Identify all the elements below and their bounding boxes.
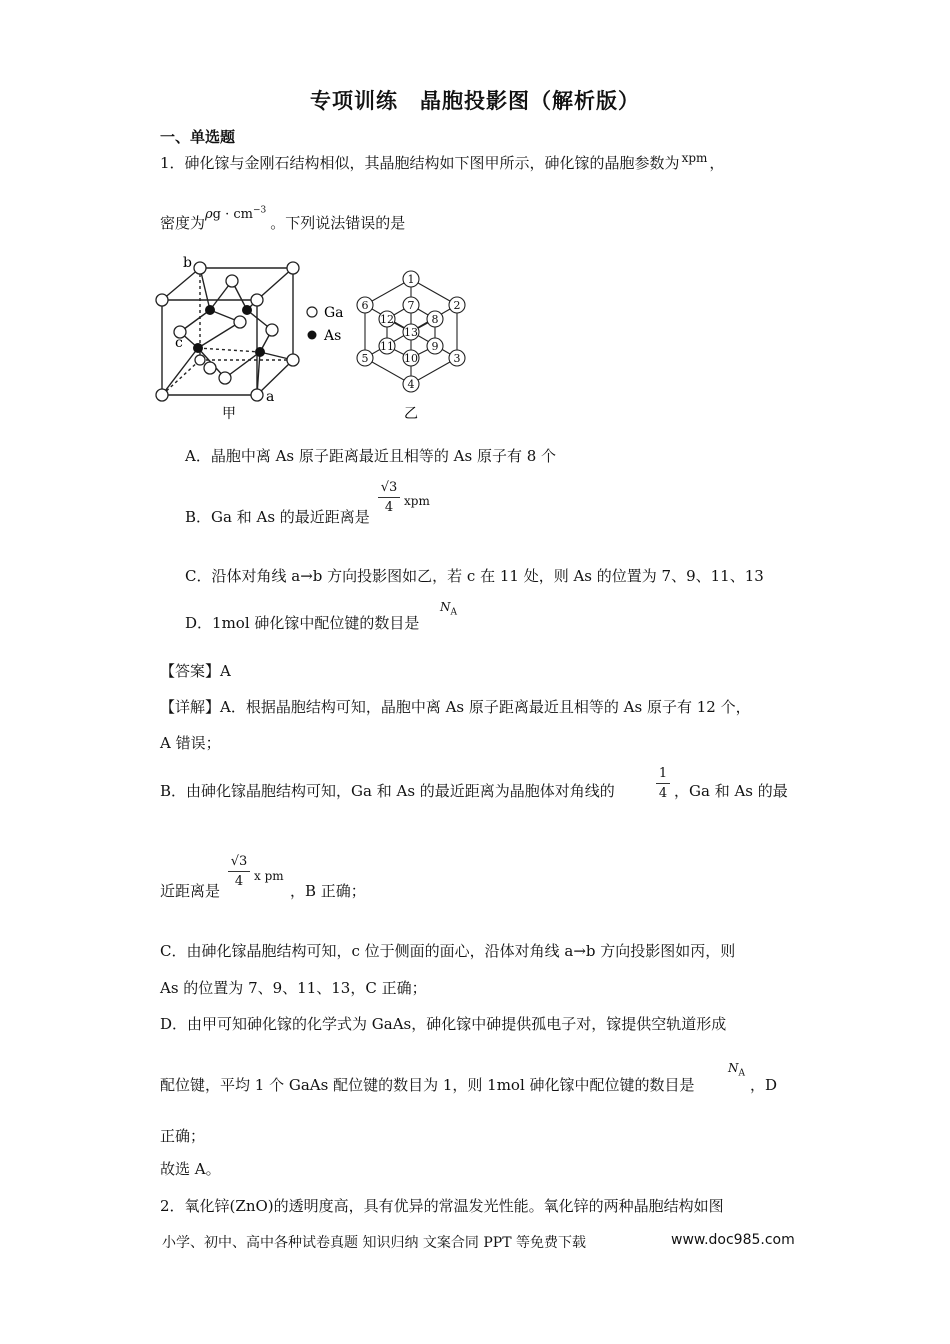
proj-node-4: [403, 376, 419, 392]
section-heading: 一、单选题: [160, 128, 236, 146]
detail-conclusion: 故选 A。: [160, 1160, 221, 1178]
detail-d-line2: 配位键，平均 1 个 GaAs 配位键的数目为 1，则 1mol 砷化镓中配位键的数目是: [160, 1076, 695, 1094]
svg-text:2: 2: [453, 299, 461, 312]
as-atoms: [193, 305, 265, 357]
detail-d-na: $N_A$: [728, 1061, 745, 1079]
legend-as: As: [324, 328, 342, 344]
option-a: A．晶胞中离 As 原子距离最近且相等的 As 原子有 8 个: [185, 447, 557, 465]
q1-stem-text: 1．砷化镓与金刚石结构相似，其晶胞结构如下图甲所示，砷化镓的晶胞参数为: [160, 154, 680, 172]
detail-a-line1: 【详解】A．根据晶胞结构可知，晶胞中离 As 原子距离最近且相等的 As 原子有 12 个，: [160, 698, 751, 716]
label-a: a: [266, 389, 275, 405]
detail-b-fraction: 1 4: [656, 766, 670, 801]
footer-ad-text: 小学、初中、高中各种试卷真题 知识归纳 文案合同 PPT 等免费下载: [162, 1235, 586, 1251]
proj-node-10: [403, 350, 419, 366]
svg-text:8: 8: [431, 313, 439, 326]
q1-density-label: 密度为: [160, 214, 206, 232]
detail-b-line1-tail: ，Ga 和 As 的最: [674, 782, 788, 800]
svg-text:1: 1: [407, 273, 415, 286]
label-b: b: [183, 255, 192, 271]
detail-c-line1: C．由砷化镓晶胞结构可知，c 位于侧面的面心，沿体对角线 a→b 方向投影图如丙，则: [160, 942, 736, 960]
svg-text:5: 5: [361, 352, 369, 365]
proj-node-1: [403, 271, 419, 287]
footer-site-link[interactable]: www.doc985.com: [671, 1232, 795, 1248]
option-b-fraction: √3 4: [378, 480, 400, 515]
detail-d-line2-tail: ，D: [750, 1076, 778, 1094]
caption-yi: 乙: [404, 406, 418, 422]
q1-stem-line2: [160, 205, 406, 233]
svg-text:12: 12: [380, 313, 394, 326]
svg-text:11: 11: [380, 340, 394, 353]
q2-stem: 2．氧化锌(ZnO)的透明度高，具有优异的常温发光性能。氧化锌的两种晶胞结构如图: [160, 1197, 724, 1215]
detail-b-line2-unit: x pm: [254, 869, 284, 883]
option-d-label: D．1mol 砷化镓中配位键的数目是: [185, 614, 420, 632]
detail-b-line2-tail: ，B 正确；: [290, 882, 366, 900]
q1-stem-question: 。下列说法错误的是: [270, 214, 406, 232]
caption-jia: 甲: [222, 406, 236, 422]
legend-ga: Ga: [324, 305, 344, 321]
option-d-na: $N_A$: [440, 600, 457, 618]
svg-text:4: 4: [407, 378, 415, 391]
page-title: 专项训练 晶胞投影图（解析版）: [310, 89, 640, 113]
detail-b-line1: B．由砷化镓晶胞结构可知，Ga 和 As 的最近距离为晶胞体对角线的: [160, 782, 615, 800]
legend-ga-marker: [307, 307, 317, 317]
q1-figure: [150, 250, 490, 430]
detail-d-line3: 正确；: [160, 1127, 206, 1145]
proj-node-9: [427, 338, 443, 354]
option-c: C．沿体对角线 a→b 方向投影图如乙，若 c 在 11 处，则 As 的位置为 7、9、11、13: [185, 567, 764, 585]
svg-text:7: 7: [407, 299, 415, 312]
detail-c-line2: As 的位置为 7、9、11、13，C 正确；: [160, 979, 427, 997]
proj-node-12: [379, 311, 395, 327]
proj-node-13: [403, 324, 419, 340]
proj-node-8: [427, 311, 443, 327]
svg-text:6: 6: [361, 299, 369, 312]
q1-lattice-unit: xpm: [681, 151, 708, 165]
svg-text:10: 10: [404, 352, 418, 365]
detail-a-line2: A 错误；: [160, 734, 221, 752]
proj-node-3: [449, 350, 465, 366]
svg-text:9: 9: [431, 340, 439, 353]
q1-density-value: $\rho g \cdot cm^{-3}$: [205, 205, 267, 222]
detail-b-line2-label: 近距离是: [160, 882, 221, 900]
legend-as-marker: [308, 331, 317, 340]
detail-d-line1: D．由甲可知砷化镓的化学式为 GaAs，砷化镓中砷提供孤电子对，镓提供空轨道形成: [160, 1015, 727, 1033]
proj-node-6: [357, 297, 373, 313]
detail-b-line2-fraction: √3 4: [228, 854, 250, 889]
label-c: c: [175, 335, 183, 351]
proj-node-5: [357, 350, 373, 366]
proj-node-7: [403, 297, 419, 313]
ga-atoms: [156, 262, 299, 401]
svg-text:3: 3: [453, 352, 461, 365]
answer: 【答案】A: [160, 662, 231, 680]
q1-stem-line1: [160, 152, 724, 173]
q1-stem-comma: ，: [709, 154, 725, 172]
svg-text:13: 13: [404, 326, 418, 339]
proj-node-11: [379, 338, 395, 354]
option-b-unit: xpm: [404, 494, 430, 508]
proj-node-2: [449, 297, 465, 313]
option-b-label: B．Ga 和 As 的最近距离是: [185, 508, 370, 526]
